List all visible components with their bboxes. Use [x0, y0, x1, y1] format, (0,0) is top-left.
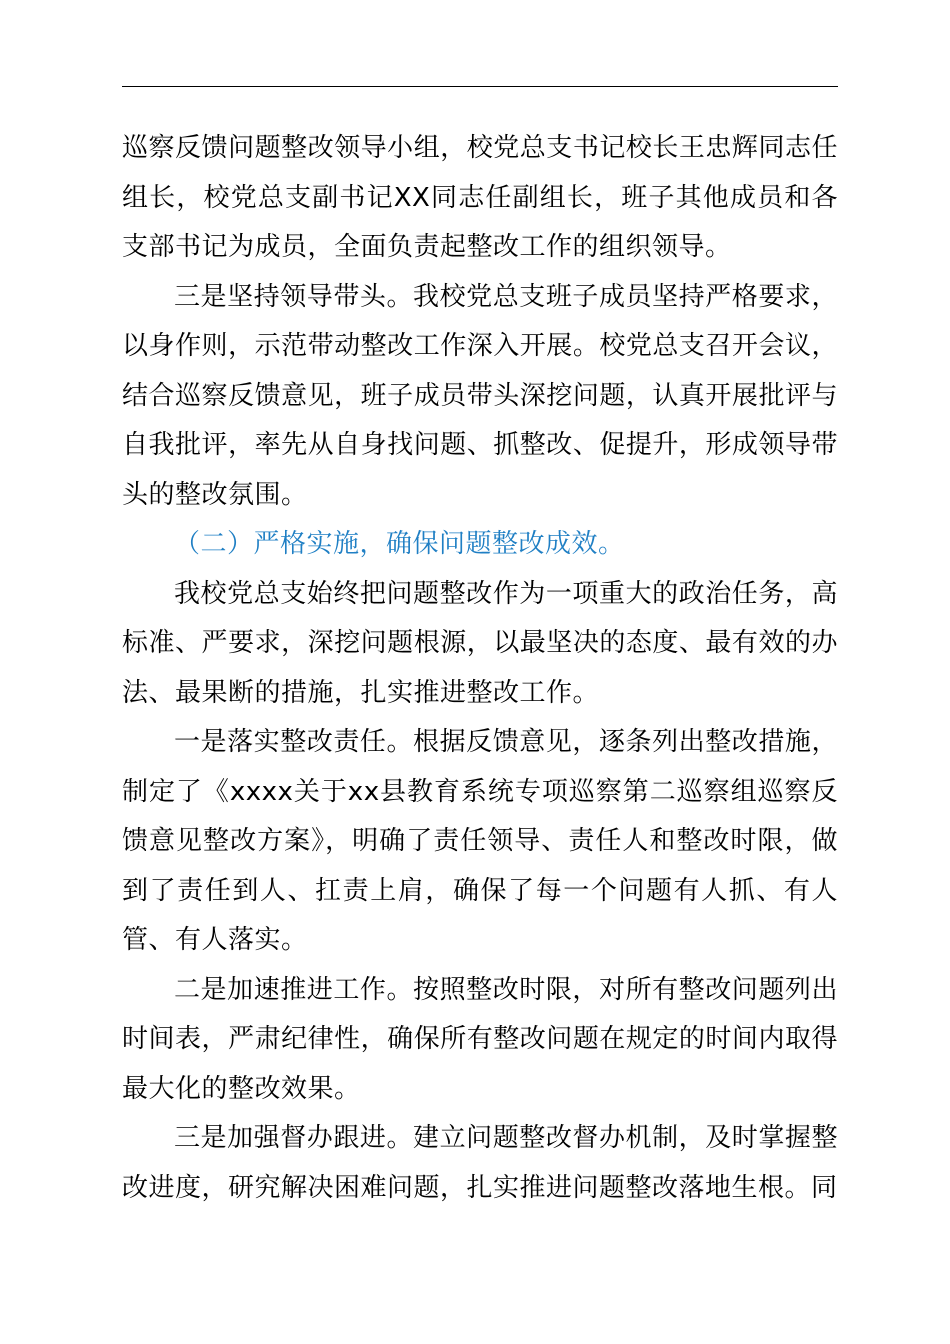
header-rule — [122, 86, 838, 87]
paragraph-accelerate-work: 二是加速推进工作。按照整改时限，对所有整改问题列出时间表，严肃纪律性，确保所有整改问题在规定的时间内取得最大化的整改效果。 — [122, 974, 838, 1104]
paragraph-implement-responsibility: 一是落实整改责任。根据反馈意见，逐条列出整改措施，制定了《xxxx关于xx县教育系统专项巡察第二巡察组巡察反馈意见整改方案》，明确了责任领导、责任人和整改时限，做到了责任到人、扛责上肩，确保了每一个问题有人抓、有人管、有人落实。 — [122, 727, 838, 955]
paragraph-lead-by-example: 三是坚持领导带头。我校党总支班子成员坚持严格要求，以身作则，示范带动整改工作深入开展。校党总支召开会议，结合巡察反馈意见，班子成员带头深挖问题，认真开展批评与自我批评，率先从自身找问题、抓整改、促提升，形成领导带头的整改氛围。 — [122, 281, 838, 510]
paragraph-leadership-group: 巡察反馈问题整改领导小组，校党总支书记校长王忠辉同志任组长，校党总支副书记XX同志任副组长，班子其他成员和各支部书记为成员，全面负责起整改工作的组织领导。 — [122, 133, 838, 262]
document-body — [122, 124, 838, 1213]
paragraph-supervision-followup: 三是加强督办跟进。建立问题整改督办机制，及时掌握整改进度，研究解决困难问题，扎实推进问题整改落地生根。同 — [122, 1123, 838, 1203]
paragraph-political-task: 我校党总支始终把问题整改作为一项重大的政治任务，高标准、严要求，深挖问题根源，以最坚决的态度、最有效的办法、最果断的措施，扎实推进整改工作。 — [122, 578, 838, 708]
section-heading-strict-implementation: （二）严格实施，确保问题整改成效。 — [174, 529, 625, 559]
